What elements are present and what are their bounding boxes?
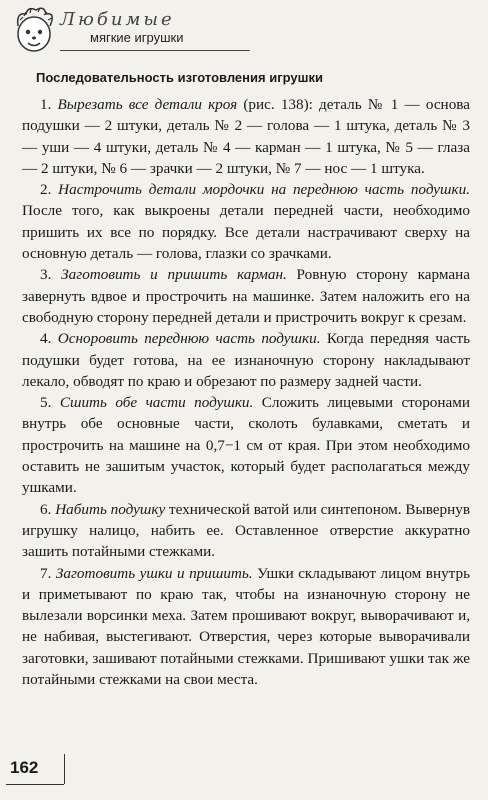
step-text: Ровную сторону кармана завернуть вдвое и прострочить на машинке. Затем наложить его на свободную сторону передней детали и пристрочить вокруг к срезам. xyxy=(22,266,471,326)
header-rule xyxy=(60,50,250,51)
step-paragraph xyxy=(22,392,470,498)
step-title: Вырезать все детали кроя xyxy=(57,96,238,113)
step-text: Когда передняя часть подушки будет готова, на ее изнаночную сторону накладывают лекало, обводят по краю и обрезают по размеру задней части. xyxy=(22,330,471,390)
step-text: После того, как выкроены детали передней части, необходимо пришить их все по порядку. Все детали настрачивают сверху на основную деталь — голова, глазки со зрачками. xyxy=(22,202,470,263)
step-number: 5. xyxy=(40,394,52,412)
footer-vertical-rule xyxy=(64,754,65,784)
step-number: 3. xyxy=(40,266,52,284)
step-paragraph xyxy=(22,264,470,328)
step-number: 2. xyxy=(40,181,52,199)
page-number: 162 xyxy=(10,758,39,777)
page-header xyxy=(0,0,488,60)
footer-horizontal-rule xyxy=(6,784,64,785)
doll-face-icon xyxy=(8,4,60,56)
step-title: Оснoровить переднюю часть подушки. xyxy=(57,330,321,348)
step-paragraph xyxy=(22,94,470,179)
step-number: 4. xyxy=(40,330,52,348)
step-text: Ушки складывают лицом внутрь и приметывают по краю так, чтобы на изнаночную сторону не вылезали ворсинки меха. Затем прошивают вокруг, выворачивают и, не набивая, выстегивают. Отверстия, через которые выворачивали заготовки, зашивают потайными стежками. Пришивают ушки так же потайными стежками на свои места. xyxy=(22,564,471,689)
step-title: Настрочить детали мордочки на переднюю часть подушки. xyxy=(58,181,471,199)
header-subtitle: мягкие игрушки xyxy=(90,30,184,45)
step-paragraph xyxy=(22,499,470,563)
step-title: Набить подушку xyxy=(55,500,166,518)
step-paragraph xyxy=(22,328,470,392)
step-number: 7. xyxy=(40,564,52,582)
header-text xyxy=(60,10,183,46)
step-title: Заготовить и пришить карман. xyxy=(61,266,287,284)
step-text: технической ватой или синтепоном. Вывернув игрушку налицо, набить ее. Оставленное отверстие аккуратно зашить потайными стежками. xyxy=(22,500,471,561)
step-title: Заготовить ушки и пришить. xyxy=(55,564,253,582)
step-text: Сложить лицевыми сторонами внутрь обе основные части, сколоть булавками, сметать и прострочить на машине на 0,7−1 см от края. При этом необходимо оставить не зашитым участок, который будет располагаться между ушками. xyxy=(22,394,471,497)
section-title: Последовательность изготовления игрушки xyxy=(36,70,323,85)
step-paragraph xyxy=(22,563,470,691)
step-text: (рис. 138): деталь № 1 — основа подушки — 2 штуки, деталь № 2 — голова — 1 штука, деталь № 3 — уши — 4 штуки, деталь № 4 — карман — 1 штука, № 5 — глаза — 2 штуки, № 6 — зрачки — 2 штуки, № 7 — нос — 1 штука. xyxy=(22,96,470,177)
step-number: 6. xyxy=(40,500,52,518)
step-paragraph xyxy=(22,179,470,264)
step-number: 1. xyxy=(40,96,52,113)
step-title: Сшить обе части подушки. xyxy=(59,394,254,412)
page-footer xyxy=(0,752,488,800)
header-script-title: Любимые xyxy=(60,9,175,30)
page-content xyxy=(22,68,470,690)
